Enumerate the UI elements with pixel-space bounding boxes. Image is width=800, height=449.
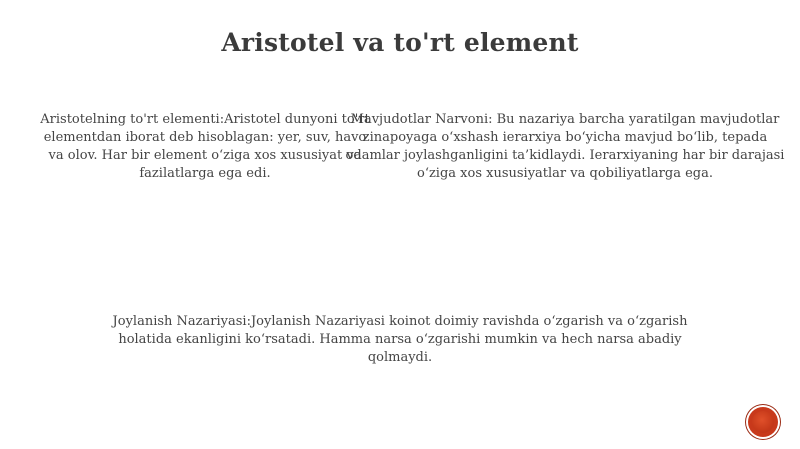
text-block-four-elements: Aristotelning to'rt elementi:Aristotel dunyoni to'rt elementdan iborat deb hisoblagan: yer, suv, havo va olov. Har bir element o‘ziga xos xususiyat va fazilatlarga ega edi. <box>40 112 370 181</box>
text-block-placement-theory: Joylanish Nazariyasi:Joylanish Nazariyasi koinot doimiy ravishda o‘zgarish va o‘zgarish holatida ekanligini ko‘rsatadi. Hamma narsa o‘zgarishi mumkin va hech narsa abadiy qolmaydi. <box>112 314 688 365</box>
text-block-chain-of-beings: Mavjudotlar Narvoni: Bu nazariya barcha yaratilgan mavjudotlar zinapoyaga o‘xshash ierarxiya bo‘yicha mavjud bo‘lib, tepada odamlar joylashganligini ta’kidlaydi. Ierarxiyaning har bir darajasi o‘ziga xos xususiyatlar va qobiliyatlarga ega. <box>345 112 785 181</box>
next-slide-button[interactable] <box>748 407 778 437</box>
circle-icon <box>752 411 774 433</box>
slide-title: Aristotel va to'rt element <box>221 28 579 57</box>
